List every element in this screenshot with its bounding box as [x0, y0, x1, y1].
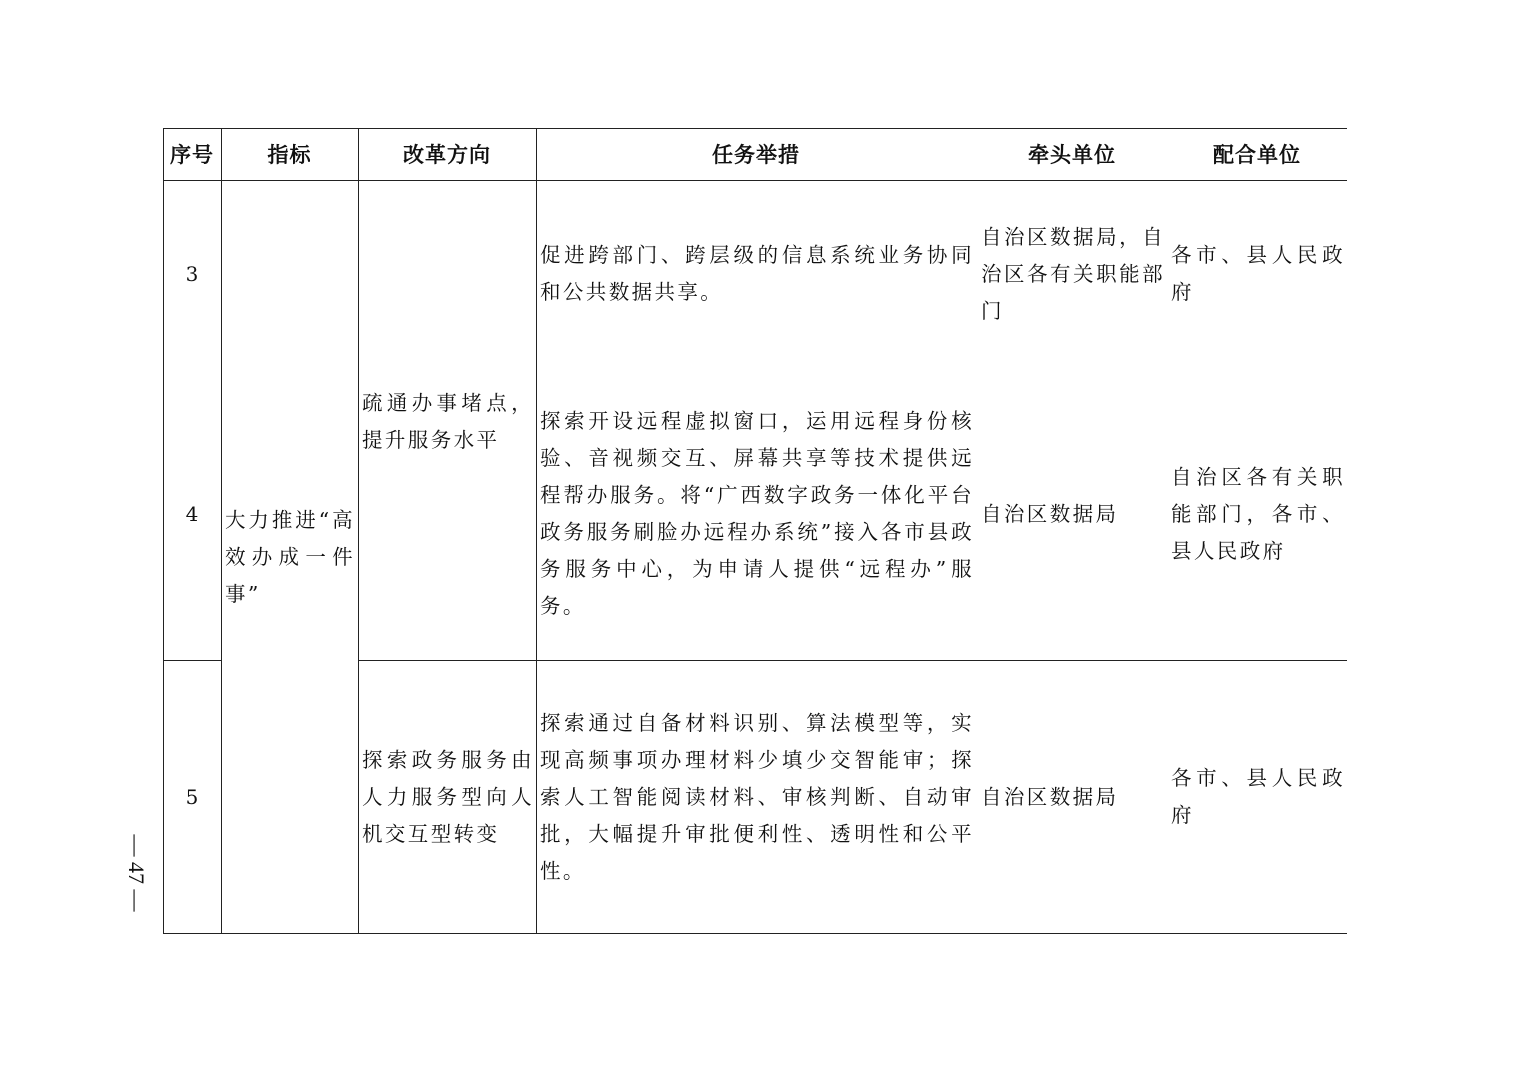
table-border-bottom [163, 933, 1347, 934]
row-3-coop: 各市、县人民政府 [1171, 243, 1345, 304]
row-4-no: 4 [185, 502, 199, 526]
row-5-measure: 探索通过自备材料识别、算法模型等，实现高频事项办理材料少填少交智能审；探索人工智能阅读材料、审核判断、自动审批，大幅提升审批便利性、透明性和公平性。 [540, 710, 974, 883]
row-5-coop: 各市、县人民政府 [1171, 766, 1345, 827]
header-indicator: 指标 [267, 143, 312, 167]
direction-cell-1 [362, 182, 534, 662]
header-direction: 改革方向 [403, 143, 491, 167]
indicator-text: 大力推进“高效办成一件事” [225, 507, 355, 606]
indicator-cell [225, 181, 355, 933]
row-5-lead: 自治区数据局 [981, 784, 1119, 809]
direction-cell-2 [362, 661, 534, 933]
row-3-measure: 促进跨部门、跨层级的信息系统业务协同和公共数据共享。 [540, 243, 974, 304]
row-4-coop: 自治区各有关职能部门，各市、县人民政府 [1171, 464, 1345, 563]
header-lead: 牵头单位 [1028, 143, 1116, 167]
header-measures: 任务举措 [712, 143, 800, 167]
row-4-measure: 探索开设远程虚拟窗口，运用远程身份核验、音视频交互、屏幕共享等技术提供远程帮办服务。将“广西数字政务一体化平台政务服务刷脸办远程办系统”接入各市县政务服务中心，为申请人提供“远程办”服务。 [540, 409, 974, 618]
direction-text: 探索政务服务由人力服务型向人机交互型转变 [362, 747, 534, 846]
header-coop: 配合单位 [1213, 143, 1301, 167]
col-divider-2 [358, 128, 359, 934]
row-4-lead: 自治区数据局 [981, 501, 1119, 526]
document-page: 序号 指标 改革方向 任务举措 牵头单位 配合单位 大力推进“高效办成一件事” 疏通办事堵点，提升服务水平 探索政务服务由人力服务型向人机交互型转变 3 促进跨部门、跨层级的信息系统业务协同和公共数据共享。 自治区数据局，自治区各有关职能部门 各市、县人民政府 4 探索开设远程虚拟窗口，运用远程身份核验、音视频交互、屏幕共享等技术提供远程帮办服务。将“广西数字政务一体化平台政务服务刷脸办远程办系统”接入各市县政务服务中心，为申请人提供“远程办”服务。 自治区数据局 自治区各有关职能部门，各市、县人民政府 5 探索通过自备材料识别、算法模型等，实现高频事项办理材料少填少交智能审；探索人工智能阅读材料、审核判断、自动审批，大幅提升审批便利性、透明性和公平性。 自治区数据局 各市、县人民政府 — 47 — [0, 0, 1520, 1074]
col-divider-1 [221, 128, 222, 934]
row-3-lead: 自治区数据局，自治区各有关职能部门 [981, 224, 1165, 323]
row-3-no: 3 [185, 262, 199, 286]
row-5-no: 5 [185, 785, 199, 809]
direction-text: 疏通办事堵点，提升服务水平 [362, 391, 534, 452]
col-divider-3 [536, 128, 537, 934]
header-no: 序号 [170, 143, 214, 167]
